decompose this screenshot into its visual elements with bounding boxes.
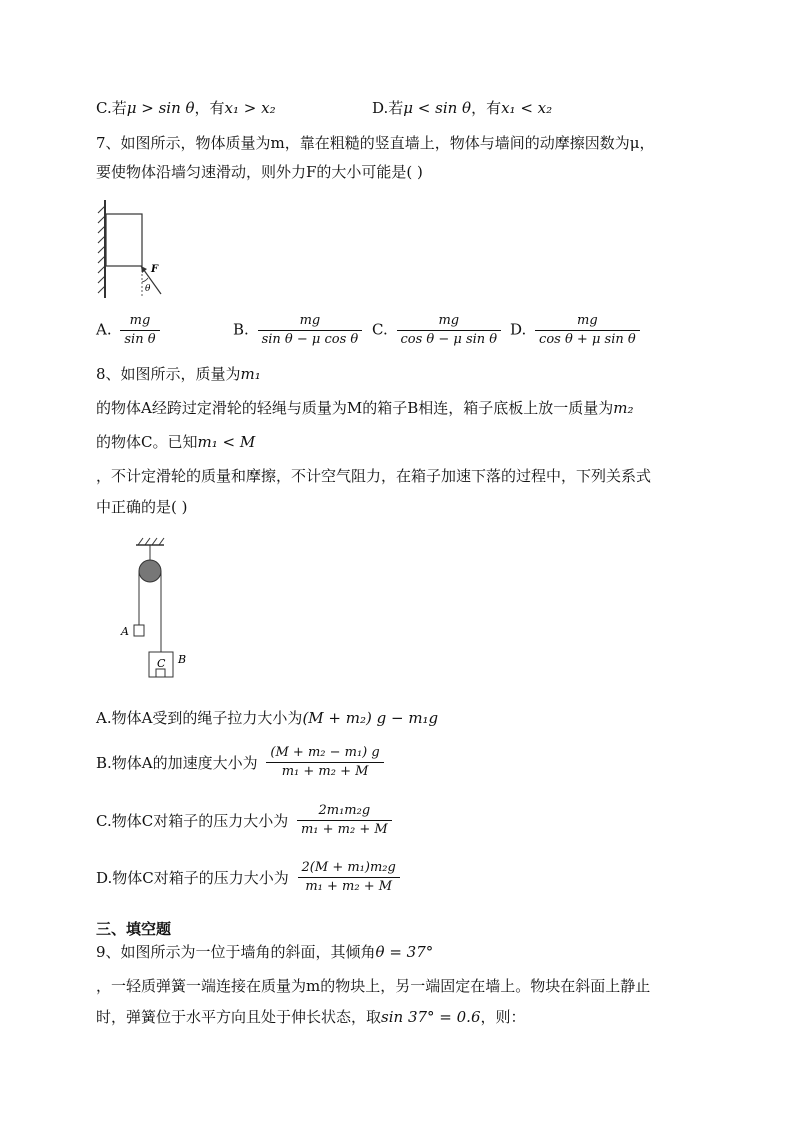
q9-text-line1: 9、如图所示为一位于墙角的斜面，其倾角θ = 37° xyxy=(96,943,434,961)
force-label: F xyxy=(151,264,159,275)
q9-text-line3: 时，弹簧位于水平方向且处于伸长状态，取sin 37° = 0.6，则： xyxy=(96,1008,526,1026)
q8-option-d-fraction: $\frac{\text{2(M + m₁)m₂g}}{\text{m₁ + m₂ + M}}$ xyxy=(298,860,400,895)
q8-text-line3: 的物体C。已知m₁ < M xyxy=(96,433,256,451)
q7-option-b-fraction: $\frac{mg}{\text{sin θ − μ cos θ}}$ xyxy=(258,313,363,348)
q9-text-line2: ，一轻质弹簧一端连接在质量为m的物块上，另一端固定在墙上。物块在斜面上静止 xyxy=(96,977,651,995)
q8-text-line2: 的物体A经跨过定滑轮的轻绳与质量为M的箱子B相连，箱子底板上放一质量为m₂ xyxy=(96,399,634,417)
q8-option-b: B.物体A的加速度大小为 $\frac{\text{(M + m₂ − m₁) g}}{\text{m₁ + m₂ + M}}$ xyxy=(96,745,388,780)
q6-option-c xyxy=(96,98,276,118)
q7-text-line2: 要使物体沿墙匀速滑动，则外力F的大小可能是( ) xyxy=(96,163,423,181)
label-b: B xyxy=(178,653,187,666)
block xyxy=(106,214,142,266)
wall-hatching xyxy=(98,200,105,298)
q8-text-line5: 中正确的是( ) xyxy=(96,498,188,516)
q7-option-c xyxy=(372,313,505,348)
section-heading: 三、填空题 xyxy=(96,920,172,938)
q6-option-d-condition: μ < sin θ xyxy=(403,99,472,117)
q8-option-b-fraction: $\frac{\text{(M + m₂ − m₁) g}}{\text{m₁ + m₂ + M}}$ xyxy=(266,745,383,780)
q6-option-d-label: D.若 xyxy=(372,99,404,117)
q6-option-c-mid: ，有 xyxy=(194,99,225,117)
q6-option-c-label: C.若 xyxy=(96,99,127,117)
q7-option-b xyxy=(233,313,366,348)
q7-option-a xyxy=(96,313,164,348)
label-c: C xyxy=(157,657,166,670)
q7-option-c-fraction: $\frac{mg}{\text{cos θ − μ sin θ}}$ xyxy=(397,313,502,348)
q8-text-line1: 8、如图所示，质量为m₁ xyxy=(96,365,261,383)
q7-wall-figure xyxy=(95,198,175,303)
q7-option-a-label: A. xyxy=(96,320,112,339)
q7-option-d-label: D. xyxy=(510,320,527,339)
q8-text-line4: ，不计定滑轮的质量和摩擦，不计空气阻力，在箱子加速下落的过程中，下列关系式 xyxy=(96,467,652,485)
q8-option-c: C.物体C对箱子的压力大小为 $\frac{\text{2m₁m₂g}}{\text{m₁ + m₂ + M}}$ xyxy=(96,803,396,838)
q7-option-d-fraction: $\frac{mg}{\text{cos θ + μ sin θ}}$ xyxy=(535,313,640,348)
block-c xyxy=(156,669,165,677)
q7-option-c-label: C. xyxy=(372,320,388,339)
block-a xyxy=(134,625,144,636)
q8-option-c-fraction: $\frac{\text{2m₁m₂g}}{\text{m₁ + m₂ + M}}$ xyxy=(297,803,392,838)
q6-option-d-result: x₁ < x₂ xyxy=(501,99,553,117)
q8-pulley-figure xyxy=(118,533,198,683)
q7-option-b-label: B. xyxy=(233,320,249,339)
label-a: A xyxy=(121,625,129,638)
q7-option-d xyxy=(510,313,644,348)
q8-option-d: D.物体C对箱子的压力大小为 $\frac{\text{2(M + m₁)m₂g}}{\text{m₁ + m₂ + M}}$ xyxy=(96,860,404,895)
q7-option-a-fraction: $\frac{mg}{\text{sin θ}}$ xyxy=(120,313,159,348)
q8-option-a: A.物体A受到的绳子拉力大小为(M + m₂) g − m₁g xyxy=(96,709,439,727)
angle-label: θ xyxy=(145,284,151,294)
q6-option-d xyxy=(372,98,552,118)
ceiling-hatching xyxy=(136,538,164,545)
q7-text-line1: 7、如图所示，物体质量为m，靠在粗糙的竖直墙上，物体与墙间的动摩擦因数为μ， xyxy=(96,134,655,152)
q6-option-c-condition: μ > sin θ xyxy=(126,99,195,117)
q6-option-d-mid: ，有 xyxy=(471,99,502,117)
q6-option-c-result: x₁ > x₂ xyxy=(224,99,276,117)
pulley xyxy=(139,560,161,582)
